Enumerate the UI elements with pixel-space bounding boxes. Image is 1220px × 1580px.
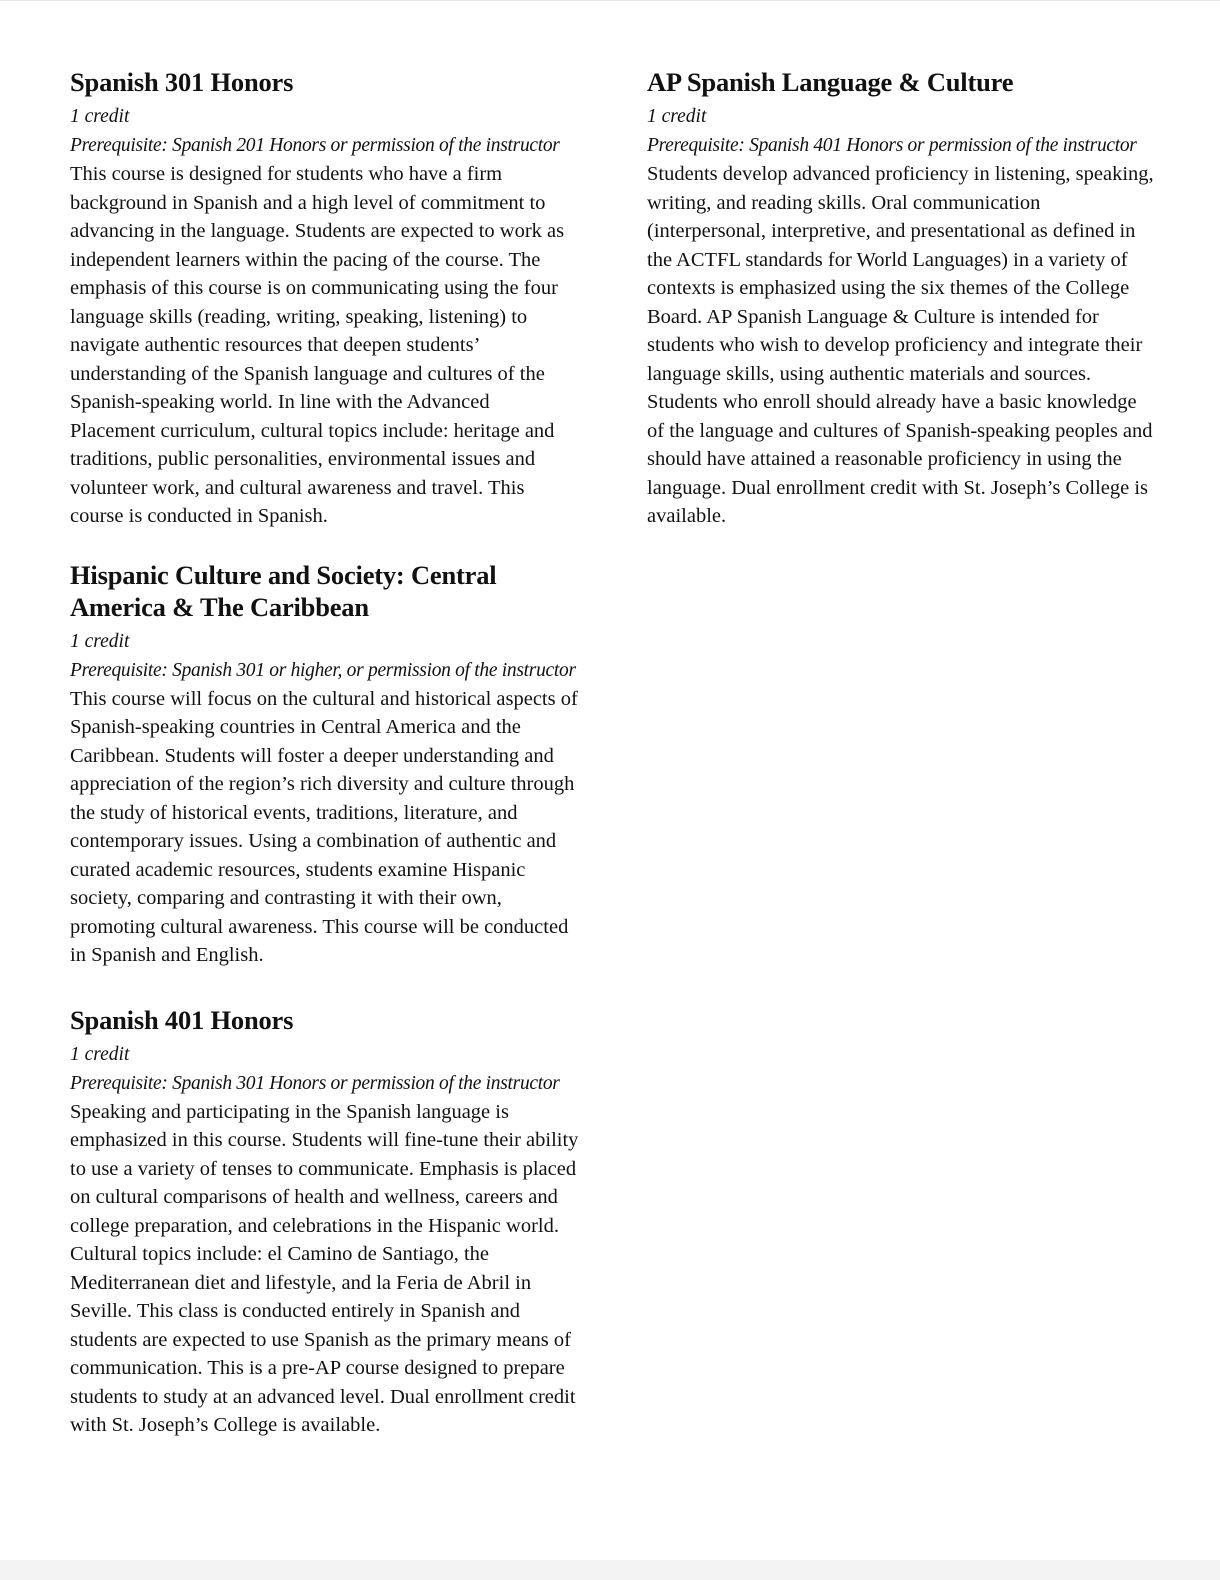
course-prerequisite: Prerequisite: Spanish 401 Honors or permission of the instructor	[647, 135, 1137, 156]
course-spanish-301-honors	[70, 66, 580, 531]
course-credit: 1 credit	[70, 106, 130, 127]
course-ap-spanish-language-and-culture	[647, 66, 1157, 531]
left-column	[70, 66, 580, 1474]
course-title: Spanish 301 Honors	[70, 67, 294, 97]
course-hispanic-culture-and-society	[70, 559, 580, 970]
course-prerequisite: Prerequisite: Spanish 301 or higher, or permission of the instructor	[70, 659, 576, 681]
course-spanish-401-honors	[70, 1004, 580, 1440]
right-column	[647, 66, 1157, 565]
course-description: This course is designed for students who have a firm background in Spanish and a high level of commitment to advancing in the language. Students are expected to work as independent learners within the pacing of the course. The emphasis of this course is on communicating using the four language skills (reading, writing, speaking, listening) to navigate authentic resources that deepen students’ understanding of the Spanish language and cultures of the Spanish-speaking world. In line with the Advanced Placement curriculum, cultural topics include: heritage and traditions, public personalities, environmental issues and volunteer work, and cultural awareness and travel. This course is conducted in Spanish.	[70, 163, 565, 527]
course-prerequisite: Prerequisite: Spanish 201 Honors or permission of the instructor	[70, 135, 560, 156]
course-description: Students develop advanced proficiency in listening, speaking, writing, and reading skills. Oral communication (interpersonal, interpretive, and presentational as defined in the ACTFL standards for World Languages) in a variety of contexts is emphasized using the six themes of the College Board. AP Spanish Language & Culture is intended for students who wish to develop proficiency and integrate their language skills, using authentic materials and sources. Students who enroll should already have a basic knowledge of the language and cultures of Spanish-speaking peoples and should have attained a reasonable proficiency in using the language. Dual enrollment credit with St. Joseph’s College is available.	[647, 163, 1154, 527]
course-credit: 1 credit	[70, 1043, 130, 1065]
course-credit: 1 credit	[70, 630, 130, 652]
top-divider	[0, 0, 1220, 1]
course-credit: 1 credit	[647, 106, 707, 127]
course-title: Spanish 401 Honors	[70, 1004, 294, 1035]
page-bottom-band	[0, 1560, 1220, 1580]
course-title: Hispanic Culture and Society: Central America & The Caribbean	[70, 559, 497, 622]
course-description: Speaking and participating in the Spanish language is emphasized in this course. Students will fine-tune their ability to use a variety of tenses to communicate. Emphasis is placed on cultural comparisons of health and wellness, careers and college preparation, and celebrations in the Hispanic world. Cultural topics include: el Camino de Santiago, the Mediterranean diet and lifestyle, and la Feria de Abril in Seville. This class is conducted entirely in Spanish and students are expected to use Spanish as the primary means of communication. This is a pre-AP course designed to prepare students to study at an advanced level. Dual enrollment credit with St. Joseph’s College is available.	[70, 1100, 579, 1436]
course-prerequisite: Prerequisite: Spanish 301 Honors or permission of the instructor	[70, 1072, 560, 1094]
course-description: This course will focus on the cultural and historical aspects of Spanish-speaking countries in Central America and the Caribbean. Students will foster a deeper understanding and appreciation of the region’s rich diversity and culture through the study of historical events, traditions, literature, and contemporary issues. Using a combination of authentic and curated academic resources, students examine Hispanic society, comparing and contrasting it with their own, promoting cultural awareness. This course will be conducted in Spanish and English.	[70, 687, 578, 966]
course-title: AP Spanish Language & Culture	[647, 67, 1014, 97]
